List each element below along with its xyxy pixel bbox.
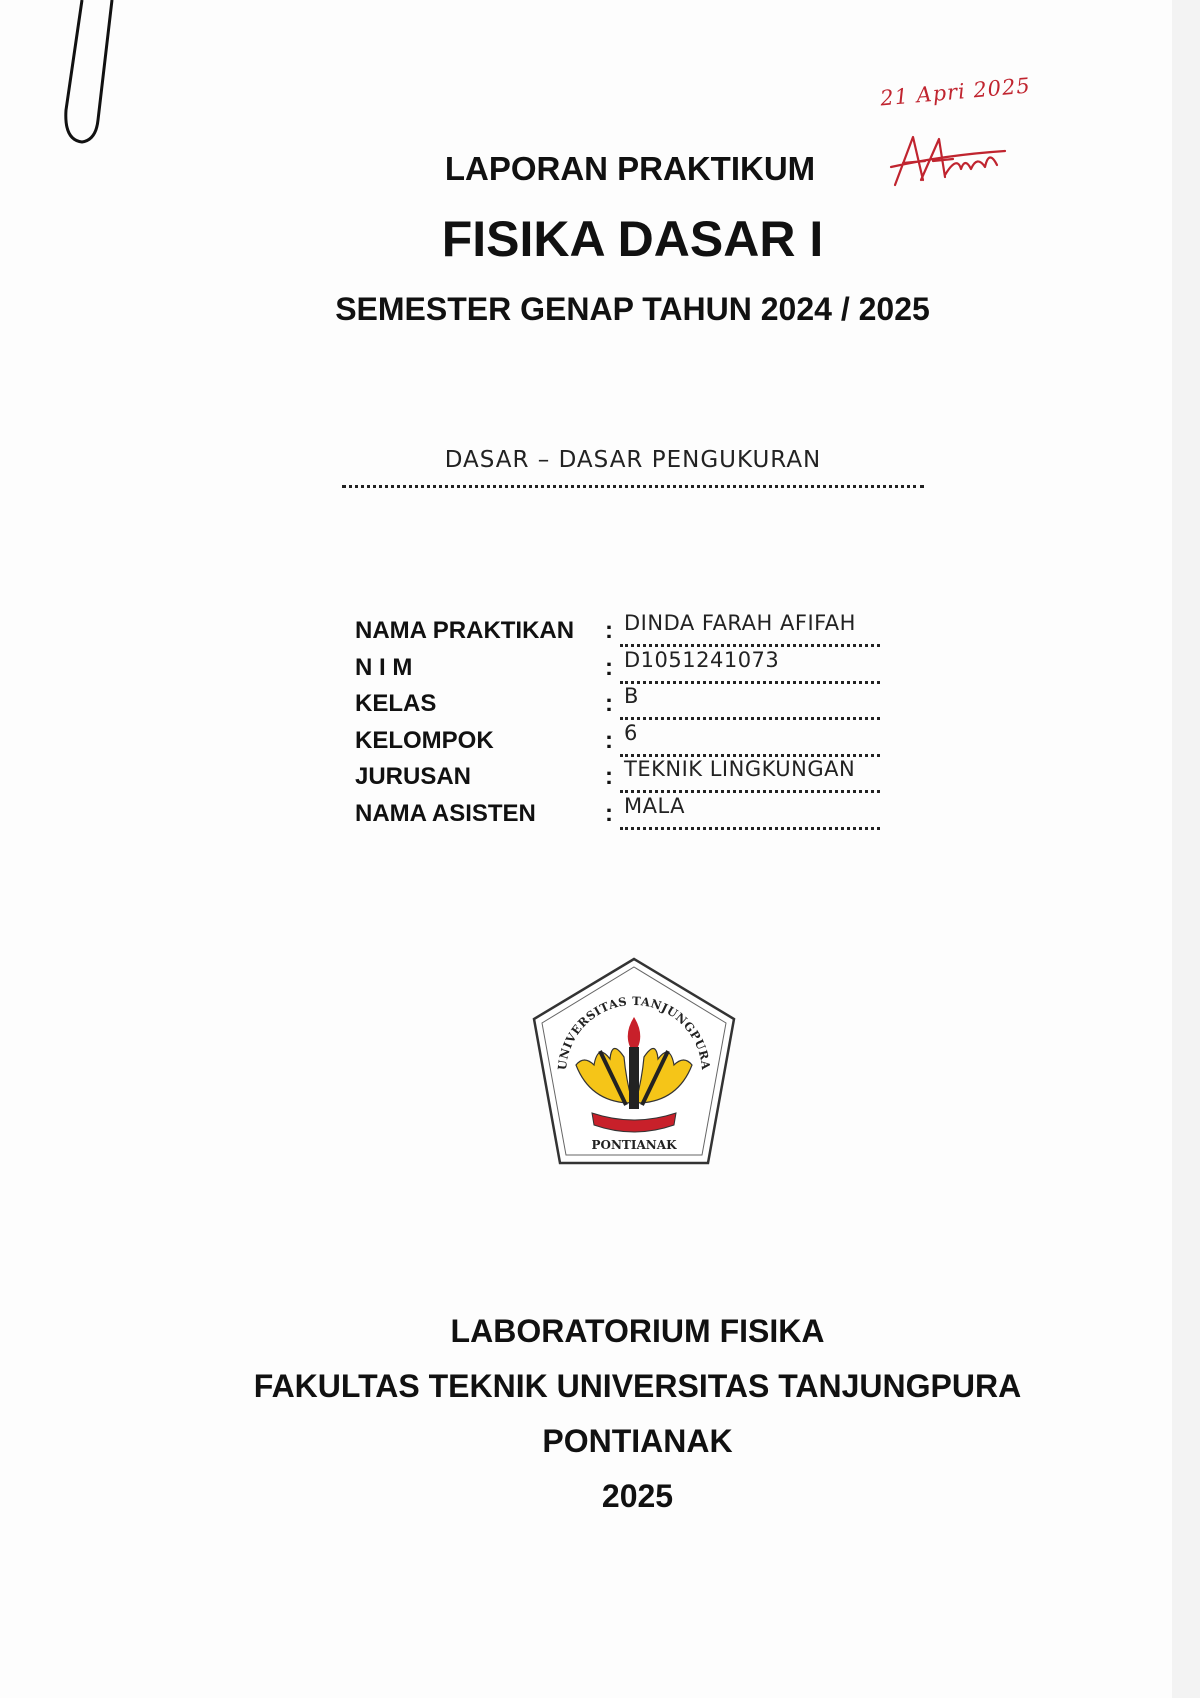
- info-field: [620, 793, 880, 830]
- info-label: NAMA PRAKTIKAN: [355, 617, 575, 644]
- info-field: [620, 720, 880, 757]
- info-value: B: [624, 684, 639, 708]
- info-value: MALA: [624, 793, 686, 818]
- info-label: N I M: [355, 653, 413, 681]
- info-label: NAMA ASISTEN: [355, 799, 536, 827]
- info-label: KELAS: [355, 690, 437, 717]
- logo-base-text: PONTIANAK: [591, 1138, 677, 1152]
- info-row-nim: [355, 647, 885, 691]
- semester-heading: SEMESTER GENAP TAHUN 2024 / 2025: [335, 291, 930, 327]
- topic-field: [342, 445, 924, 488]
- binder-clip: [52, 0, 122, 150]
- info-colon: :: [605, 690, 613, 717]
- info-colon: :: [605, 726, 613, 754]
- university-logo: [528, 955, 740, 1175]
- info-row-nama-asisten: [355, 793, 885, 837]
- info-field: [620, 757, 880, 793]
- handwritten-date: 21 Apri 2025: [879, 73, 1032, 111]
- info-label: JURUSAN: [355, 763, 472, 790]
- info-field: [620, 611, 880, 647]
- info-row-jurusan: [355, 757, 885, 800]
- info-value: 6: [624, 720, 638, 745]
- logo-arc-text: UNIVERSITAS TANJUNGPURA: [554, 993, 714, 1071]
- info-colon: :: [605, 617, 613, 644]
- report-type-heading: LAPORAN PRAKTIKUM: [444, 150, 816, 187]
- info-colon: :: [605, 799, 613, 827]
- topic-value: DASAR – DASAR PENGUKURAN: [444, 447, 822, 473]
- course-title: FISIKA DASAR I: [441, 211, 824, 267]
- info-value: DINDA FARAH AFIFAH: [624, 611, 856, 635]
- info-field: [620, 647, 880, 684]
- info-field: [620, 684, 880, 720]
- footer-lab: LABORATORIUM FISIKA: [450, 1313, 825, 1349]
- info-colon: :: [605, 763, 613, 790]
- info-value: D1051241073: [624, 647, 780, 672]
- info-row-kelas: [355, 684, 885, 727]
- info-row-nama-praktikan: [355, 611, 885, 654]
- student-info-table: [355, 611, 885, 836]
- info-label: KELOMPOK: [355, 726, 494, 754]
- footer-year: 2025: [601, 1478, 674, 1514]
- footer-faculty: FAKULTAS TEKNIK UNIVERSITAS TANJUNGPURA: [253, 1368, 1022, 1404]
- info-colon: :: [605, 653, 613, 681]
- info-value: TEKNIK LINGKUNGAN: [624, 757, 856, 781]
- footer-city: PONTIANAK: [542, 1423, 733, 1459]
